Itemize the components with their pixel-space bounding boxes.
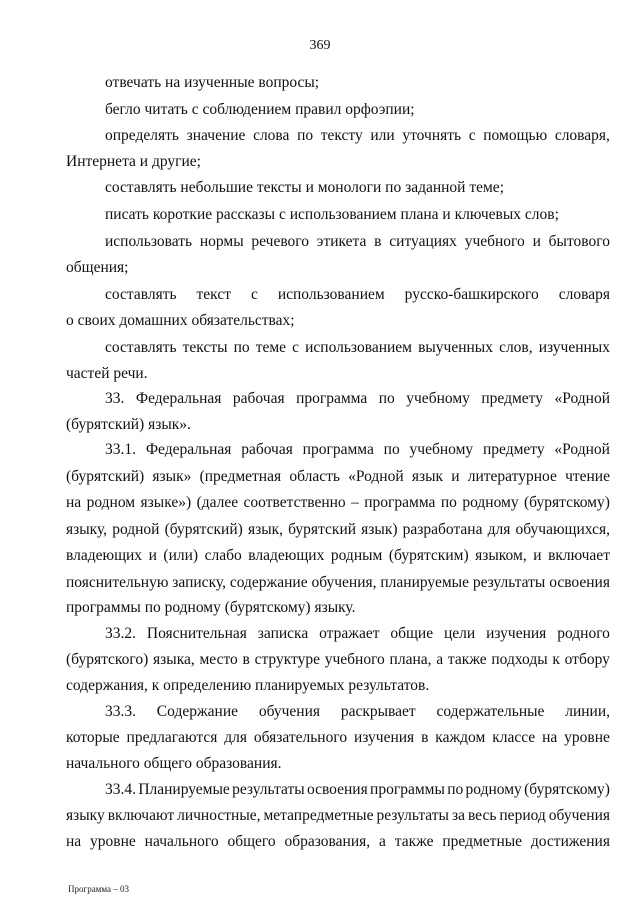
paragraph-line: 33.3. Содержание обучения раскрывает содержательные линии, [105,703,610,720]
footer-label: Программа – 03 [68,884,130,894]
text-line: использовать нормы речевого этикета в ситуациях учебного и бытового [105,233,610,250]
paragraph-line: (бурятский) язык» (предметная область «Родной язык и литературное чтение [66,468,610,485]
section-heading: 33. Федеральная рабочая программа по учебному предмету «Родной [105,390,610,407]
paragraph-line: владеющих и (или) слабо владеющих родным (бурятским) языком, и включает [66,547,610,564]
paragraph-line: 33.1. Федеральная рабочая программа по учебному предмету «Родной [105,441,610,458]
text-line: составлять текст с использованием русско-башкирского словаря [105,286,610,303]
text-line: о своих домашних обязательствах; [66,312,295,329]
paragraph-line: 33.2. Пояснительная записка отражает общие цели изучения родного [105,625,610,642]
paragraph-line: на родном языке») (далее соответственно – программа по родному (бурятскому) [66,494,610,511]
paragraph-line: программы по родному (бурятскому) языку. [66,599,356,616]
page-number: 369 [309,38,331,53]
paragraph-line: языку, родной (бурятский) язык, бурятский язык) разработана для обучающихся, [66,521,610,538]
text-line: отвечать на изученные вопросы; [105,74,320,91]
text-line: составлять небольшие тексты и монологи по заданной теме; [105,179,504,196]
text-line: писать короткие рассказы с использованием плана и ключевых слов; [105,206,559,223]
paragraph-line: языку включают личностные, метапредметные результаты за весь период обучения [66,807,610,824]
text-line: общения; [66,259,129,276]
paragraph-line: на уровне начального общего образования, а также предметные достижения [66,833,610,850]
paragraph-line: пояснительную записку, содержание обучения, планируемые результаты освоения [66,574,610,591]
paragraph-line: начального общего образования. [66,755,282,772]
paragraph-line: (бурятского) языка, место в структуре учебного плана, а также подходы к отбору [66,651,610,668]
text-line: частей речи. [66,365,148,382]
paragraph-line: содержания, к определению планируемых результатов. [66,677,430,694]
text-line: составлять тексты по теме с использованием выученных слов, изученных [105,339,610,356]
text-line: (бурятский) язык». [66,416,191,433]
text-line: определять значение слова по тексту или уточнять с помощью словаря, [105,127,610,144]
paragraph-line: которые предлагаются для обязательного изучения в каждом классе на уровне [66,729,610,746]
paragraph-line: 33.4. Планируемые результаты освоения программы по родному (бурятскому) [105,781,610,798]
text-line: Интернета и другие; [66,153,201,170]
text-line: бегло читать с соблюдением правил орфоэпии; [105,101,415,118]
